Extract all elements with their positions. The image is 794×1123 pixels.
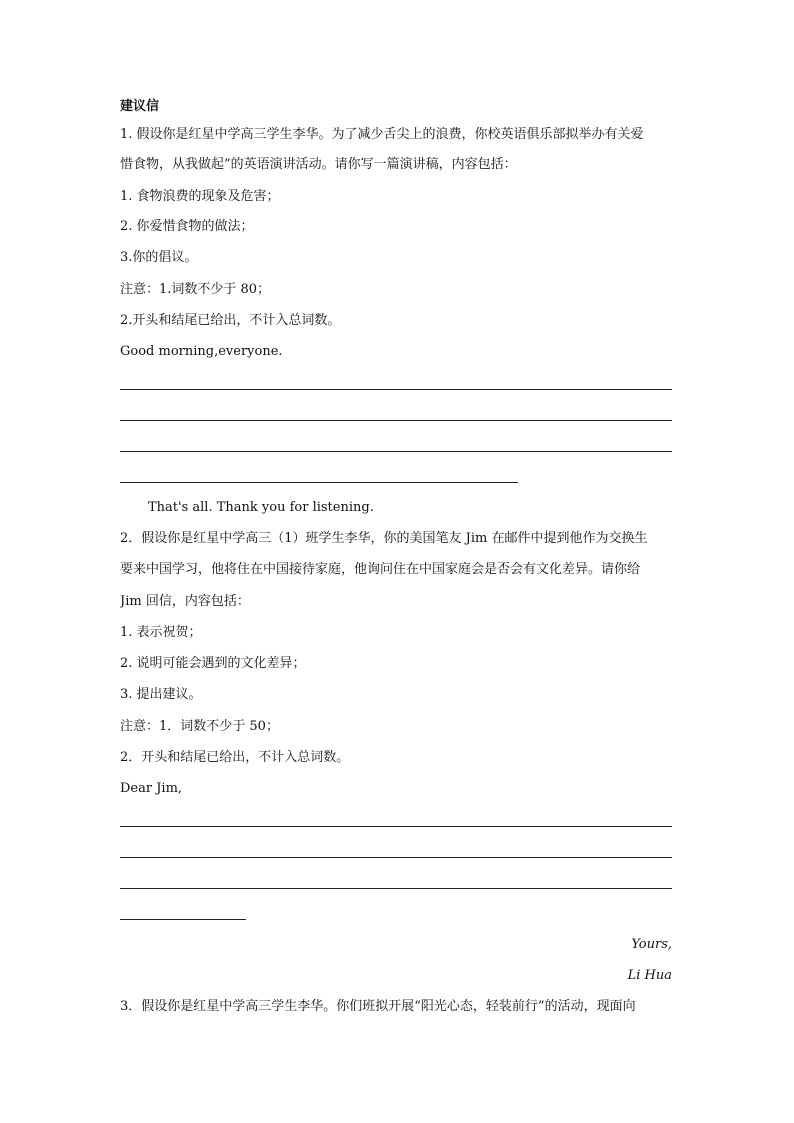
q1-answer-line-4 — [120, 482, 518, 483]
q1-answer-line-2 — [120, 420, 672, 421]
q2-prompt-line-1: 2．假设你是红星中学高三（1）班学生李华，你的美国笔友 Jim 在邮件中提到他作为交换生 — [120, 531, 648, 546]
q2-signoff: Yours, — [631, 937, 672, 952]
q1-content-item-1: 1. 食物浪费的现象及危害； — [120, 189, 280, 204]
q1-closing-line: That's all. Thank you for listening. — [148, 500, 374, 515]
q1-answer-line-1 — [120, 389, 672, 390]
q2-answer-line-3 — [120, 888, 672, 889]
q3-prompt-line-1: 3．假设你是红星中学高三学生李华。你们班拟开展“阳光心态，轻装前行”的活动，现面向 — [120, 999, 636, 1014]
q1-content-item-3: 3.你的倡议。 — [120, 250, 198, 265]
q2-answer-line-2 — [120, 857, 672, 858]
section-title: 建议信 — [120, 99, 160, 114]
q2-prompt-line-3: Jim 回信，内容包括： — [120, 594, 250, 609]
q1-note-1: 注意：1.词数不少于 80； — [120, 282, 271, 297]
q2-note-2: 2．开头和结尾已给出，不计入总词数。 — [120, 750, 350, 765]
q1-prompt-line-2: 惜食物，从我做起”的英语演讲活动。请你写一篇演讲稿，内容包括： — [120, 157, 517, 172]
q2-content-item-3: 3. 提出建议。 — [120, 687, 202, 702]
q1-answer-line-3 — [120, 451, 672, 452]
q2-content-item-2: 2. 说明可能会遇到的文化差异； — [120, 656, 306, 671]
q2-prompt-line-2: 要来中国学习，他将住在中国接待家庭，他询问住在中国家庭会是否会有文化差异。请你给 — [120, 562, 641, 577]
q2-answer-line-4 — [120, 919, 246, 920]
q2-greeting: Dear Jim, — [120, 781, 183, 796]
q1-content-item-2: 2. 你爱惜食物的做法； — [120, 219, 254, 234]
q2-answer-line-1 — [120, 826, 672, 827]
q2-content-item-1: 1. 表示祝贺； — [120, 625, 202, 640]
q2-note-1: 注意：1．词数不少于 50； — [120, 719, 279, 734]
q1-prompt-line-1: 1. 假设你是红星中学高三学生李华。为了减少舌尖上的浪费，你校英语俱乐部拟举办有关爱 — [120, 127, 644, 142]
q2-signature: Li Hua — [627, 968, 672, 983]
q1-note-2: 2.开头和结尾已给出，不计入总词数。 — [120, 313, 341, 328]
q1-opening-line: Good morning,everyone. — [120, 344, 283, 359]
